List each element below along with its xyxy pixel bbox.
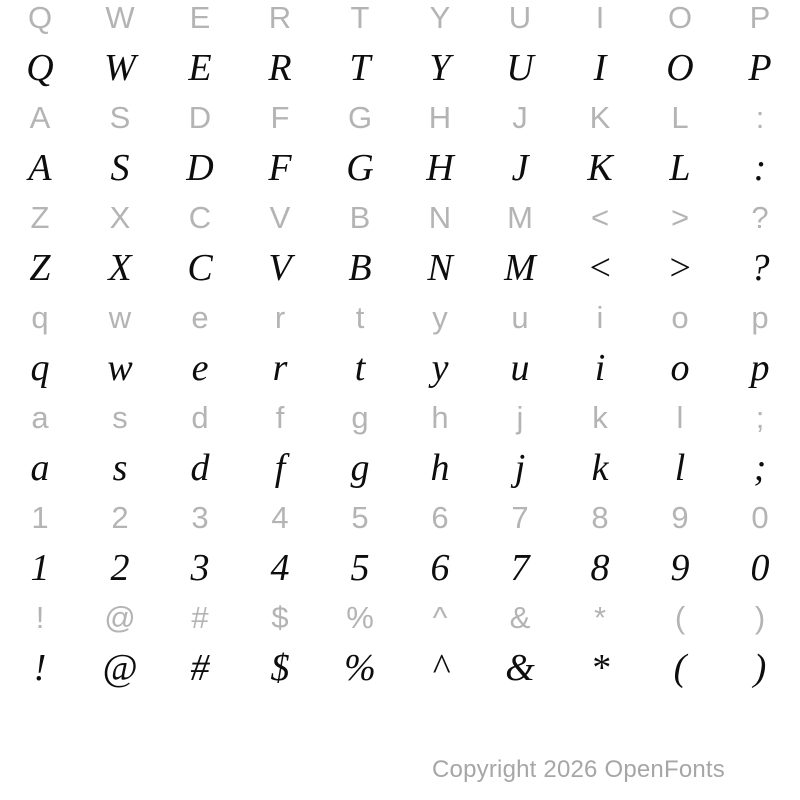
glyph-cell: F [268,147,292,189]
glyph-cell: I [593,47,607,89]
glyph-cell: C [187,247,213,289]
specimen-row-sample [0,43,800,93]
glyph-cell: T [349,47,371,89]
glyph-cell: r [274,300,286,335]
glyph-cell: G [346,147,374,189]
glyph-cell: ) [753,647,767,689]
glyph-cell: k [591,447,609,489]
specimen-row-sample [0,643,800,693]
glyph-cell: O [666,47,694,89]
glyph-cell: 7 [511,500,529,535]
glyph-cell: H [428,100,452,135]
glyph-cell: 0 [751,500,769,535]
glyph-cell: u [511,300,529,335]
glyph-cell: U [506,47,534,89]
glyph-cell: t [355,300,365,335]
glyph-cell: d [190,447,210,489]
glyph-cell: O [667,0,693,35]
glyph-cell: * [590,647,610,689]
glyph-cell: Z [29,247,51,289]
glyph-cell: E [189,0,211,35]
specimen-row-sample [0,543,800,593]
glyph-cell: i [596,300,604,335]
glyph-cell: M [504,247,536,289]
glyph-cell: h [430,447,450,489]
glyph-cell: D [186,147,214,189]
specimen-row-sample [0,143,800,193]
glyph-cell: * [593,600,607,635]
glyph-cell: S [109,100,131,135]
glyph-cell: S [110,147,130,189]
glyph-cell: A [29,100,51,135]
glyph-cell: F [270,100,290,135]
glyph-cell: k [592,400,608,435]
glyph-cell: N [427,247,453,289]
glyph-cell: : [755,100,765,135]
glyph-cell: f [275,400,285,435]
glyph-cell: s [112,400,128,435]
glyph-cell: p [750,347,770,389]
glyph-cell: E [188,47,212,89]
glyph-cell: a [31,400,49,435]
glyph-cell: L [669,147,691,189]
glyph-cell: 9 [671,500,689,535]
glyph-cell: J [511,147,529,189]
glyph-cell: 5 [351,500,369,535]
glyph-cell: X [109,200,131,235]
glyph-cell: # [190,647,210,689]
glyph-cell: y [431,347,449,389]
glyph-cell: U [508,0,532,35]
glyph-cell: 1 [31,500,49,535]
glyph-cell: g [350,447,370,489]
glyph-cell: K [589,100,611,135]
glyph-cell: j [514,447,526,489]
glyph-cell: G [347,100,373,135]
specimen-row-sample [0,343,800,393]
specimen-row-reference [0,493,800,543]
glyph-cell: Y [429,0,451,35]
specimen-row-reference [0,0,800,43]
glyph-cell: I [595,0,605,35]
glyph-cell: % [344,647,376,689]
glyph-cell: B [349,200,371,235]
specimen-row-reference [0,393,800,443]
glyph-cell: d [191,400,209,435]
glyph-cell: ! [33,647,47,689]
glyph-cell: > [667,247,693,289]
glyph-cell: 1 [30,547,50,589]
glyph-cell: q [30,347,50,389]
glyph-cell: s [112,447,128,489]
specimen-row-reference [0,93,800,143]
glyph-cell: % [346,600,374,635]
glyph-cell: Q [26,47,54,89]
glyph-cell: 6 [431,500,449,535]
glyph-cell: T [350,0,370,35]
glyph-cell: @ [102,647,138,689]
glyph-cell: p [751,300,769,335]
glyph-cell: e [191,300,209,335]
glyph-cell: A [28,147,52,189]
glyph-cell: 2 [111,500,129,535]
glyph-cell: ; [755,400,765,435]
glyph-cell: 4 [271,500,289,535]
glyph-cell: K [587,147,613,189]
glyph-cell: f [274,447,286,489]
glyph-cell: 3 [191,500,209,535]
glyph-cell: u [510,347,530,389]
glyph-cell: o [670,347,690,389]
glyph-cell: R [268,0,292,35]
glyph-cell: < [590,200,610,235]
glyph-cell: 2 [110,547,130,589]
glyph-cell: C [188,200,212,235]
specimen-row-reference [0,593,800,643]
glyph-cell: l [676,400,684,435]
specimen-row-reference [0,193,800,243]
glyph-cell: J [512,100,528,135]
glyph-cell: 0 [750,547,770,589]
glyph-cell: Z [30,200,50,235]
glyph-cell: t [354,347,366,389]
glyph-cell: $ [270,647,290,689]
glyph-cell: l [674,447,686,489]
glyph-cell: Q [27,0,53,35]
glyph-cell: 9 [670,547,690,589]
glyph-cell: M [507,200,533,235]
glyph-cell: P [748,47,772,89]
glyph-cell: X [108,247,132,289]
copyright-text: Copyright 2026 OpenFonts [432,756,725,783]
glyph-cell: ; [753,447,767,489]
glyph-cell: r [272,347,288,389]
specimen-row-sample [0,443,800,493]
glyph-cell: : [753,147,767,189]
glyph-cell: 6 [430,547,450,589]
glyph-cell: ( [674,600,686,635]
glyph-cell: R [268,47,292,89]
glyph-cell: ! [35,600,45,635]
glyph-cell: y [432,300,448,335]
glyph-cell: ^ [431,647,449,689]
glyph-cell: 4 [270,547,290,589]
glyph-cell: q [31,300,49,335]
glyph-cell: L [671,100,689,135]
glyph-cell: e [191,347,209,389]
glyph-cell: j [516,400,524,435]
glyph-cell: ? [750,247,770,289]
glyph-cell: h [431,400,449,435]
glyph-cell: a [30,447,50,489]
glyph-cell: ? [751,200,769,235]
specimen-row-reference [0,293,800,343]
glyph-cell: ) [754,600,766,635]
glyph-cell: ^ [432,600,448,635]
glyph-cell: H [426,147,454,189]
glyph-cell: @ [104,600,136,635]
glyph-cell: V [269,200,291,235]
glyph-cell: B [348,247,372,289]
glyph-cell: 7 [510,547,530,589]
glyph-cell: 3 [190,547,210,589]
specimen-row-sample [0,243,800,293]
glyph-cell: W [104,47,136,89]
glyph-cell: > [670,200,690,235]
glyph-cell: w [108,300,132,335]
glyph-cell: W [105,0,135,35]
glyph-cell: Y [429,47,451,89]
glyph-cell: ( [673,647,687,689]
glyph-cell: g [351,400,369,435]
glyph-cell: 5 [350,547,370,589]
glyph-cell: o [671,300,689,335]
glyph-cell: D [188,100,212,135]
glyph-cell: < [587,247,613,289]
glyph-cell: # [191,600,209,635]
glyph-cell: N [428,200,452,235]
glyph-cell: P [749,0,771,35]
glyph-cell: w [107,347,133,389]
glyph-cell: i [594,347,606,389]
glyph-cell: 8 [591,500,609,535]
glyph-cell: 8 [590,547,610,589]
glyph-cell: V [268,247,292,289]
glyph-cell: & [509,600,531,635]
glyph-cell: $ [271,600,289,635]
glyph-cell: & [505,647,535,689]
